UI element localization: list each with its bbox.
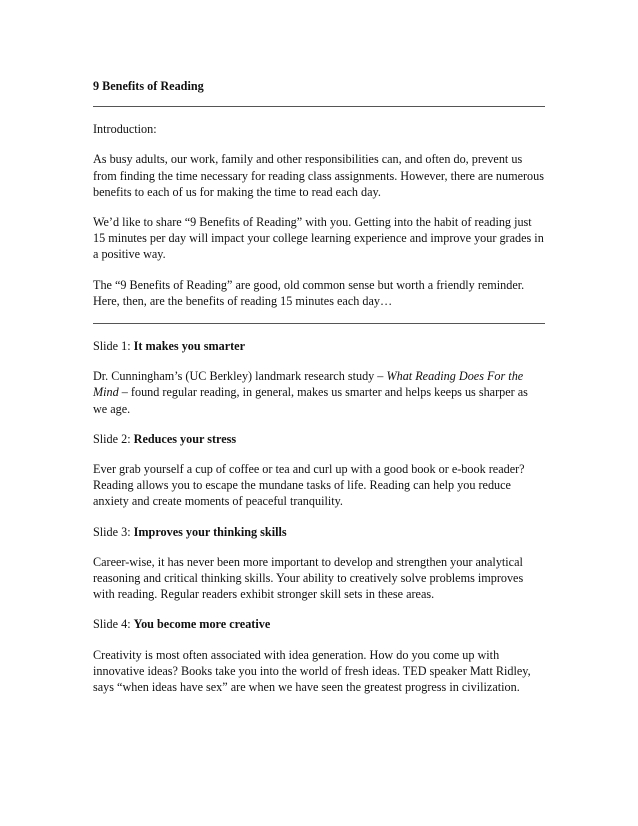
slide-1-title: It makes you smarter — [133, 339, 246, 354]
title-divider — [93, 106, 545, 107]
slide-4-prefix: Slide 4: — [93, 617, 134, 632]
slide-2-heading — [93, 431, 545, 447]
slide-1-body-after: – found regular reading, in general, makes us smarter and helps keeps us sharper as we age. — [93, 385, 528, 416]
slide-2-prefix: Slide 2: — [93, 431, 134, 446]
slide-1-body-before: Dr. Cunningham’s (UC Berkley) landmark research study – — [93, 369, 387, 384]
slide-3-heading — [93, 524, 545, 540]
intro-divider — [93, 323, 545, 324]
intro-paragraph-1: As busy adults, our work, family and other responsibilities can, and often do, prevent us from finding the time necessary for reading class assignments. However, there are numerous benefits to each of us for making the time to read each day. — [93, 152, 544, 199]
intro-label: Introduction: — [93, 122, 157, 137]
slide-4-title: You become more creative — [133, 617, 271, 632]
slide-3-title: Improves your thinking skills — [133, 524, 287, 539]
slide-3-body: Career-wise, it has never been more important to develop and strengthen your analytical reasoning and critical thinking skills. Your ability to creatively solve problems improves with reading. Regular readers exhibit stronger skill sets in these areas. — [93, 554, 524, 602]
intro-paragraph-3: The “9 Benefits of Reading” are good, old common sense but worth a friendly reminder. Here, then, are the benefits of reading 15 minutes each day… — [93, 277, 525, 308]
slide-1-body — [93, 368, 545, 417]
slide-4-heading — [93, 616, 545, 632]
slide-1-prefix: Slide 1: — [93, 339, 134, 354]
slide-2-body: Ever grab yourself a cup of coffee or tea and curl up with a good book or e-book reader? Reading allows you to escape the mundane tasks of life. Reading can help you reduce anxiety and create moments of peaceful tranquility. — [93, 462, 525, 509]
slide-3-prefix: Slide 3: — [93, 524, 134, 539]
intro-paragraph-2: We’d like to share “9 Benefits of Reading” with you. Getting into the habit of reading just 15 minutes per day will impact your college learning experience and improve your grades in a positive way. — [93, 215, 544, 262]
slide-2-title: Reduces your stress — [133, 431, 237, 446]
slide-1-heading — [93, 338, 545, 354]
slide-4-body: Creativity is most often associated with idea generation. How do you come up with innovative ideas? Books take you into the world of fresh ideas. TED speaker Matt Ridley, says “when ideas have sex” are when we have seen the greatest progress in civilization. — [93, 647, 531, 695]
document-body — [93, 78, 545, 709]
document-title: 9 Benefits of Reading — [93, 79, 204, 93]
slide-1-study-title: What Reading Does For the Mind — [93, 369, 524, 400]
